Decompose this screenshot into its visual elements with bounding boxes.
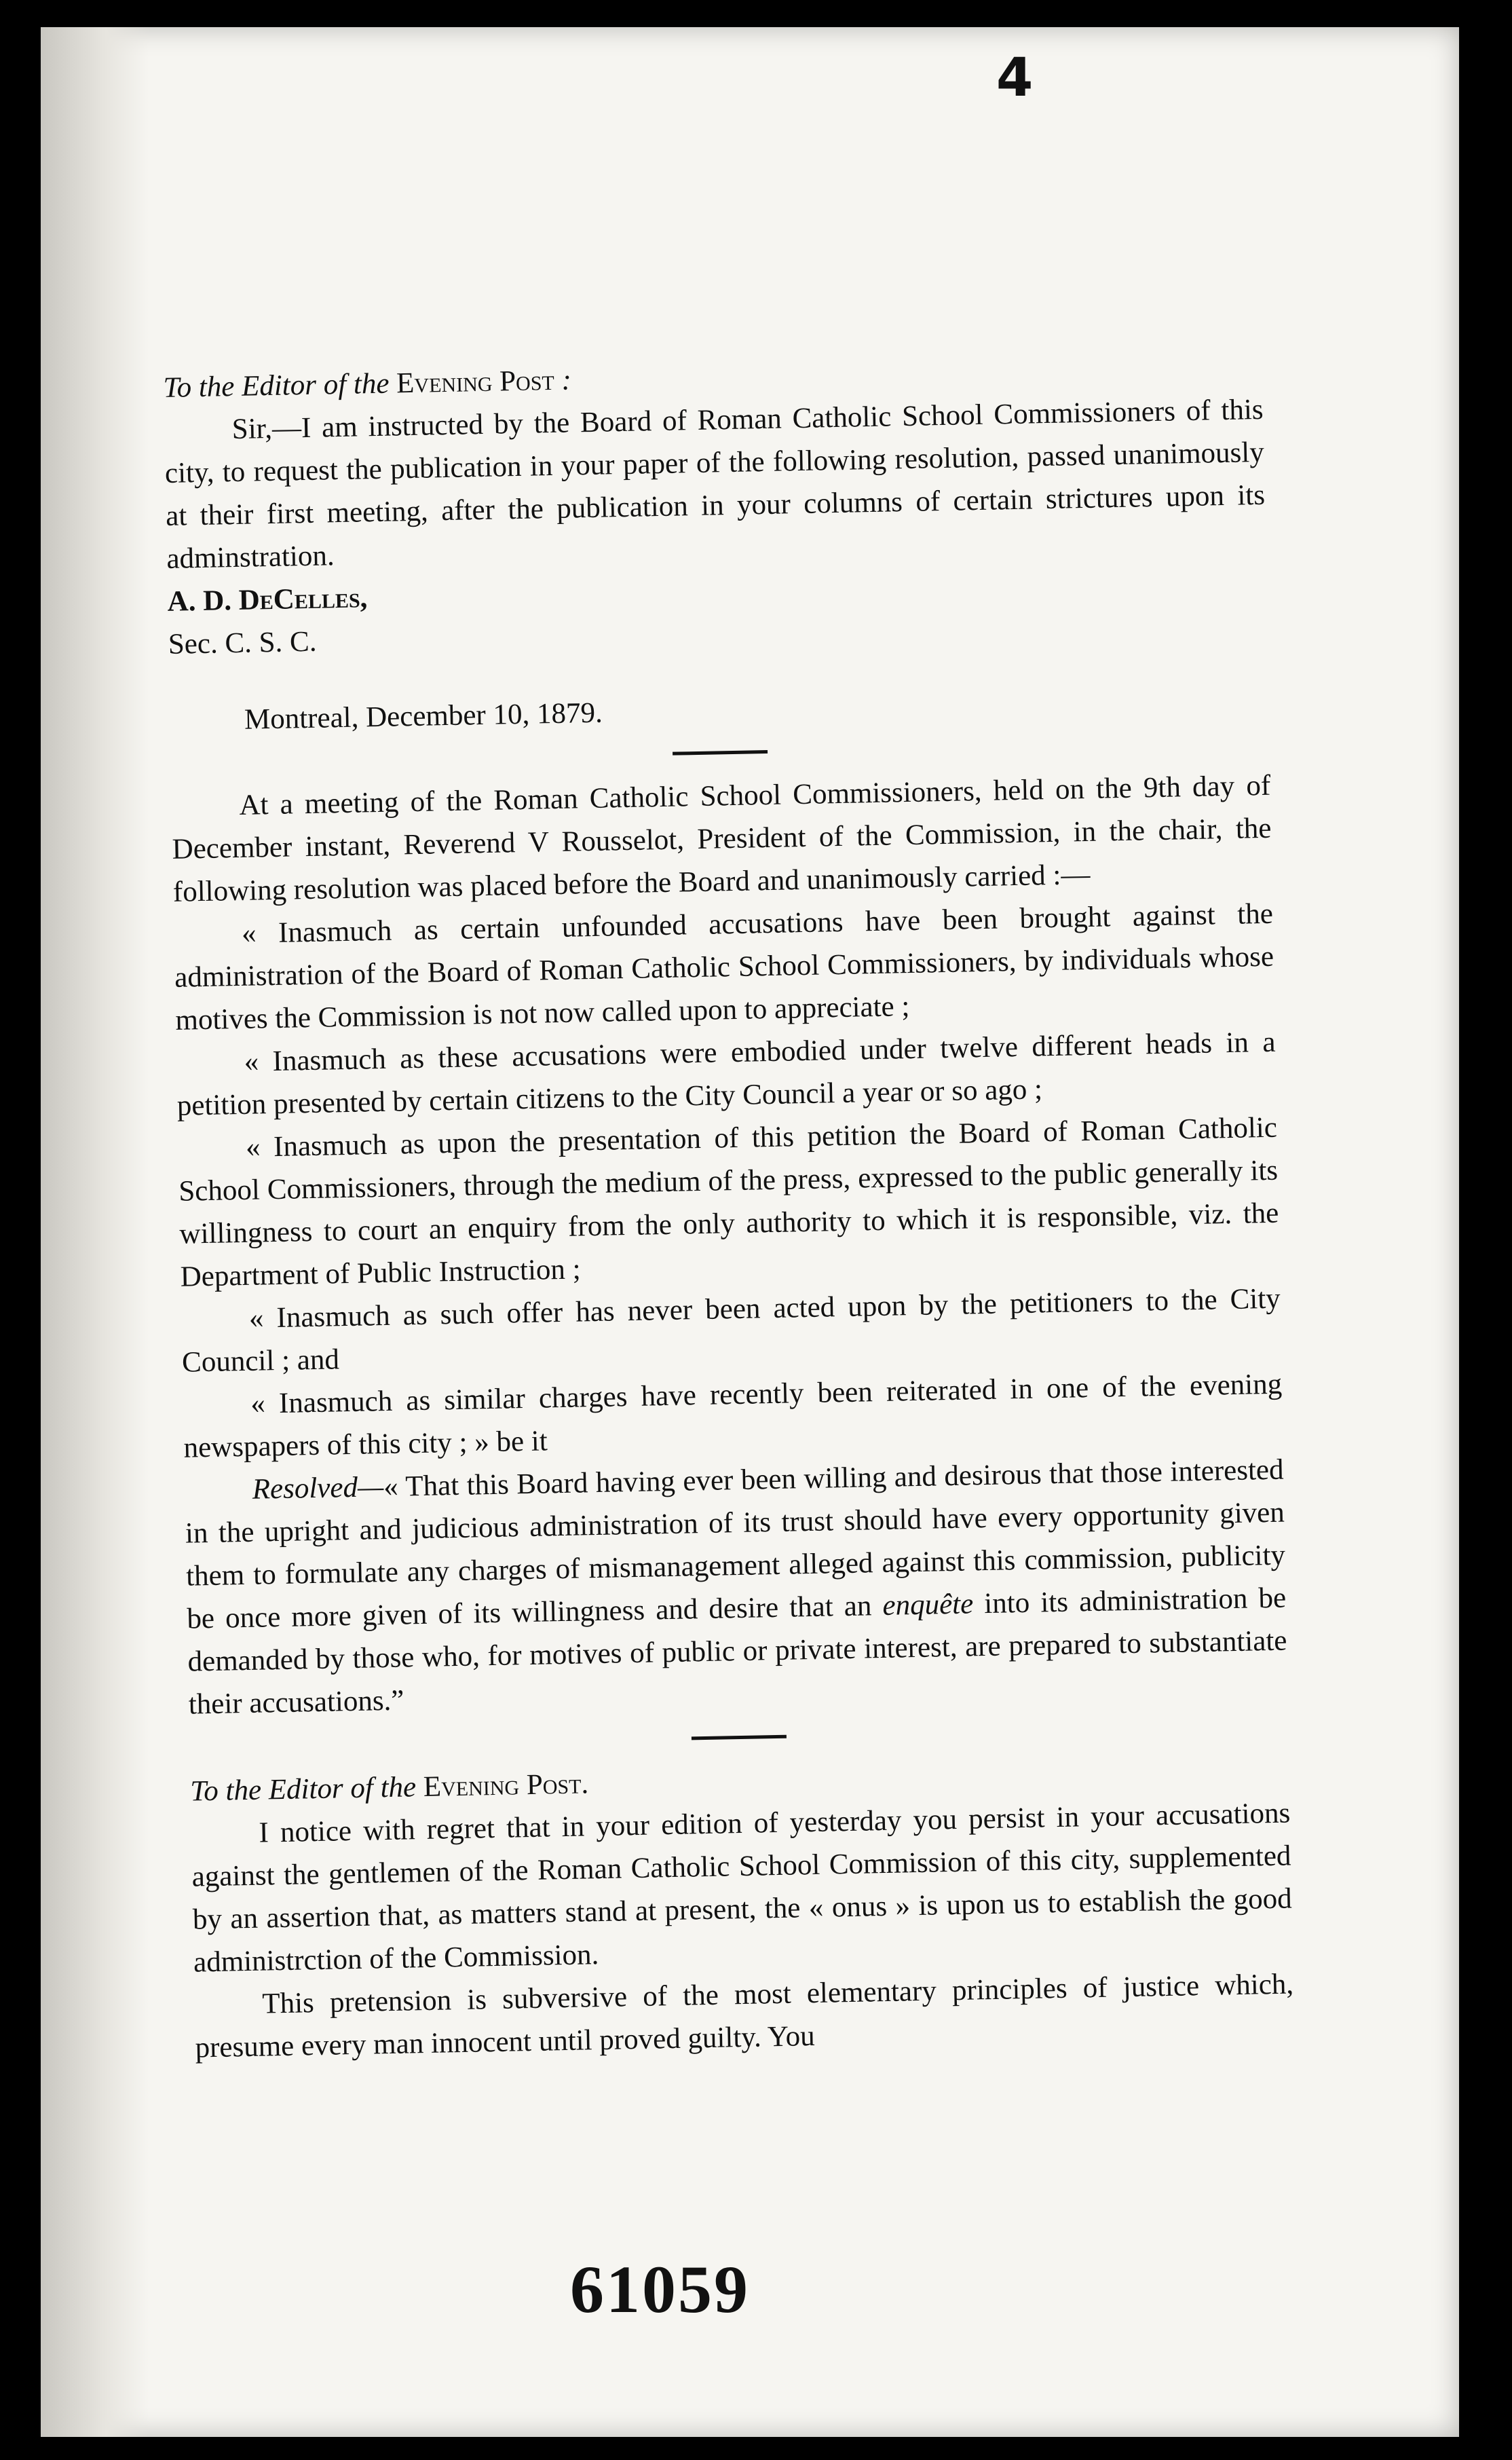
section-divider [673,750,768,756]
signature-title: Sec. C. S. C. [168,625,317,660]
page-binding-edge [41,27,149,2437]
resolution-italic-term: enquête [882,1588,974,1622]
whereas-clause: « Inasmuch as certain unfounded accusations have been brought against the administration of the Board of Roman Catholic School Commissioners, by individuals whose motives the Commission is not now called upon to appreciate ; [174,897,1274,1037]
letter1-publication-name: Evening Post [396,364,555,400]
letter2-salutation-prefix: To the Editor of the [189,1771,424,1808]
whereas-clause: « Inasmuch as such offer has never been acted upon by the petitioners to the City Council ; and [181,1282,1281,1379]
letter1-salutation-suffix: : [554,364,572,396]
resolution-paragraph [184,1449,1288,1726]
microfiche-number: 61059 [570,2252,750,2327]
whereas-clause: « Inasmuch as upon the presentation of this petition the Board of Roman Catholic School Commissioners, through the medium of the press, expressed to the public generally its willingness to court an enquiry from the only authority to which it is responsible, viz. the Department of Public Instruction ; [178,1111,1279,1293]
whereas-clause: « Inasmuch as these accusations were embodied under twelve different heads in a petition presented by certain citizens to the City Council a year or so ago ; [176,1026,1276,1122]
letter1-body: Sir,—I am instructed by the Board of Roman Catholic School Commissioners of this city, to request the publication in your paper of the following resolution, passed unanimously at their first meeting, after the publication in your columns of certain strictures upon its adminstration. [164,393,1266,575]
signature-name: A. D. DeCelles, [167,582,368,618]
page-number-mark: 4 [996,48,1034,109]
dateline: Montreal, December 10, 1879. [244,696,603,736]
resolved-label: Resolved— [252,1471,384,1506]
resolution-text-part2: into its administration be demanded by those who, for motives of public or private interest, are prepared to substantiate their accusations.” [187,1582,1287,1721]
resolution-text-part1: « That this Board having ever been willing and desirous that those interested in the upright and judicious administration of its trust should have every opportunity given them to formulate any charges of mismanagement alleged against this commission, publicity be once more given of its willingness and desire that an [185,1453,1286,1635]
document-text [163,346,1295,2070]
letter2-publication-name: Evening Post. [423,1768,589,1804]
section-divider [692,1735,787,1740]
minutes-intro: At a meeting of the Roman Catholic School Commissioners, held on the 9th day of December instant, Reverend V Rousselot, President of the Commission, in the chair, the following resolution was placed before the Board and unanimously carried :— [172,769,1272,908]
letter1-salutation-prefix: To the Editor of the [163,367,397,404]
letter2-paragraph: I notice with regret that in your edition of yesterday you persist in your accusations against the gentlemen of the Roman Catholic School Commission of this city, supplemented by an assertion that, as matters stand at present, the « onus » is upon us to establish the good administrction of the Commission. [191,1797,1293,1979]
letter2-paragraph: This pretension is subversive of the most elementary principles of justice which, presume every man innocent until proved guilty. You [195,1968,1294,2064]
whereas-clause: « Inasmuch as similar charges have recently been reiterated in one of the evening newspapers of this city ; » be it [183,1368,1283,1464]
